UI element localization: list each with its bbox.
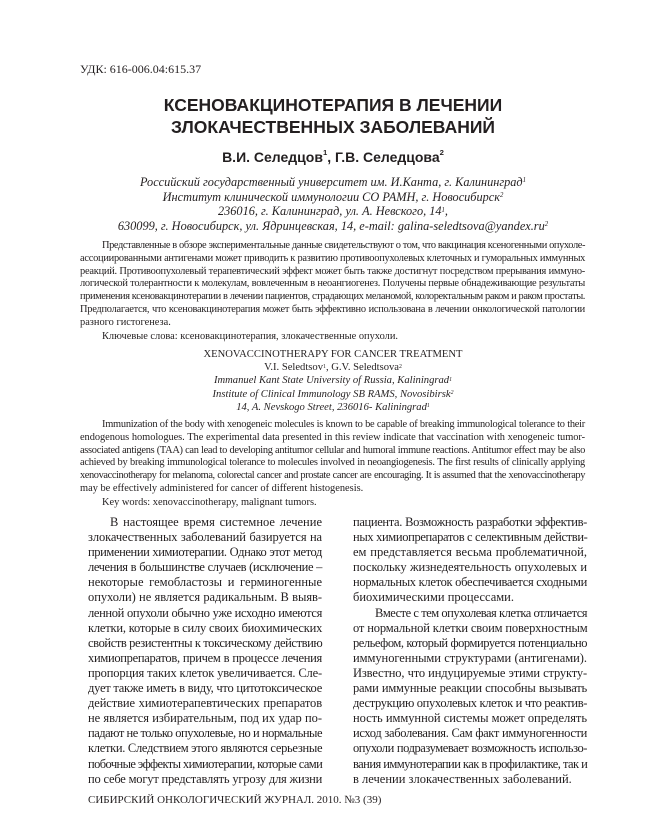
text-line: xenovaccinotherapy for melanoma, colorectal cancer and prostate cancer are encouraging. It is assumed that the xenovaccinotherapy	[80, 470, 585, 482]
text-line: пациента. Возможность разработки эффектив-	[353, 515, 587, 529]
keywords-en: Key words: xenovaccinotherapy, malignant tumors.	[102, 497, 317, 508]
author-sep: ,	[325, 362, 332, 374]
keywords-ru: Ключевые слова: ксеновакцинотерапия, злокачественные опухоли.	[102, 331, 398, 342]
text-line: действие химиотерапевтических препаратов	[88, 696, 322, 711]
author-sup: 1	[323, 363, 326, 370]
affiliation-sup: 2	[450, 390, 454, 397]
text-line: химиопрепаратов, причем в процессе лечения	[88, 650, 322, 665]
affiliation	[0, 190, 646, 205]
english-affiliation	[0, 401, 646, 414]
text-line: злокачественных заболеваний базируется на	[88, 530, 322, 545]
text-line: вания иммунотерапии как в профилактике, так и	[353, 756, 588, 771]
author-sup: 2	[399, 363, 402, 370]
text-line: поскольку жизнедеятельность опухолевых и	[353, 560, 587, 575]
affiliation-text: 630099, г. Новосибирск, ул. Ядринцевская, 14, e-mail: galina-seledtsova@yandex.ru	[117, 218, 545, 233]
affiliation-sup: 1	[441, 206, 445, 214]
text-line: исход заболевания. Сам факт иммуногенности	[353, 726, 587, 741]
author-sup: 2	[439, 148, 444, 158]
text-line: не является избирательным, под их удар по-	[88, 711, 322, 726]
text-line: клетки. Следствием этого являются серьезные	[88, 741, 323, 756]
text-line: биохимическими процессами.	[353, 590, 514, 605]
text-line: Вместе с тем опухолевая клетка отличается	[375, 605, 587, 620]
text-line: применении химиотерапии. Однако этот метод	[88, 545, 322, 560]
text-line: рельефом, который формируется потенциально	[353, 635, 587, 650]
affiliation-text: Immanuel Kant State University of Russia, Kaliningrad	[213, 375, 450, 387]
title-line: КСЕНОВАКЦИНОТЕРАПИЯ В ЛЕЧЕНИИ	[163, 95, 503, 115]
text-line: Предполагается, что ксеновакцинотерапия может быть эффективно использована в лечении онкологической патологии	[80, 303, 585, 315]
text-line: некоторые гемобластозы и герминогенные	[88, 575, 322, 590]
text-line: нормальных клеток обеспечивается сходными	[353, 575, 587, 590]
authors	[0, 149, 646, 165]
text-line: лечения в большинстве случаев (исключение –	[88, 560, 322, 575]
abstract-ru	[80, 240, 585, 330]
text-line: Представленные в обзоре экспериментальные данные свидетельствуют о том, что вакцинация ксеногенными опухоле-	[102, 240, 585, 251]
affiliation-tail: ,	[444, 204, 448, 219]
affiliation	[0, 175, 646, 190]
body-column-right	[353, 515, 587, 787]
text-line: ленной опухоли обычно уже исходно имеются	[88, 605, 322, 620]
text-line: ность иммунной системы может определять	[353, 711, 587, 726]
abstract-en	[80, 419, 585, 496]
author-sep: ,	[327, 149, 336, 165]
english-affiliation	[0, 374, 646, 387]
affiliation-sup: 2	[544, 221, 549, 229]
affiliations	[0, 175, 646, 233]
author-sup: 1	[322, 148, 328, 158]
english-title: XENOVACCINOTHERAPY FOR CANCER TREATMENT	[203, 349, 463, 360]
affiliation-text: 14, A. Nevskogo Street, 236016- Kaliningrad	[236, 401, 427, 413]
text-line: падают не только опухолевые, но и нормальные	[88, 726, 322, 741]
text-line: Immunization of the body with xenogeneic molecules is known to be capable of breaking immunological tolerance to their	[102, 419, 585, 430]
text-line: achieved by breaking immunological tolerance to molecules involved in neoangiogenesis. The first results of clinically applying	[80, 457, 585, 469]
text-line: разного гистогенеза.	[80, 316, 171, 328]
body-column-left	[88, 515, 322, 787]
title-line: ЗЛОКАЧЕСТВЕННЫХ ЗАБОЛЕВАНИЙ	[170, 117, 496, 137]
english-header	[0, 348, 646, 414]
affiliation-text: Институт клинической иммунологии СО РАМН, г. Новосибирск	[162, 189, 500, 204]
text-line: реакций. Противоопухолевый терапевтический эффект может быть также достигнут посредством прерывания иммуно-	[80, 265, 585, 277]
udk-code: УДК: 616-006.04:615.37	[80, 62, 202, 76]
author-name: V.I. Seledtsov	[264, 362, 324, 374]
affiliation	[0, 219, 646, 234]
journal-footer: СИБИРСКИЙ ОНКОЛОГИЧЕСКИЙ ЖУРНАЛ. 2010. №3 (39)	[88, 794, 382, 806]
text-line: применения ксеновакцинотерапии в лечении пациентов, страдающих меланомой, колоректальным раком и раком простаты.	[80, 291, 585, 303]
affiliation-sup: 1	[522, 177, 527, 185]
text-line: иммуногенными структурами (антигенами).	[353, 650, 587, 665]
text-line: пропорция таких клеток увеличивается. Сле-	[88, 665, 323, 680]
affiliation-text: Institute of Clinical Immunology SB RAMS, Novosibirsk	[212, 388, 451, 400]
text-line: В настоящее время системное лечение	[110, 515, 322, 529]
english-affiliation	[0, 388, 646, 401]
author-name: Г.В. Селедцова	[335, 149, 440, 165]
author-name: В.И. Селедцов	[222, 149, 323, 165]
affiliation-sup: 2	[500, 191, 504, 199]
affiliation-sup: 1	[426, 403, 430, 410]
text-line: рами иммунные реакции способны вызывать	[353, 681, 587, 696]
text-line: побочные эффекты химиотерапии, которые сами	[88, 756, 323, 771]
text-line: по себе могут представлять угрозу для жизни	[88, 771, 323, 786]
affiliation-text: 236016, г. Калининград, ул. А. Невского, 14	[217, 204, 442, 219]
text-line: associated antigens (TAA) can lead to developing antitumor cellular and humoral immune reactions. Antitumor effect may be also	[80, 444, 585, 456]
author-name: G.V. Seledtsova	[331, 362, 400, 374]
english-authors	[0, 361, 646, 374]
text-line: опухоли) не является радикальным. В выяв-	[88, 590, 322, 605]
text-line: ассоциированными антигенами может приводить к развитию противоопухолевых клеточных и гуморальных иммунных	[80, 252, 586, 264]
text-line: Известно, что индуцируемые этими структу-	[353, 665, 587, 680]
affiliation	[0, 204, 646, 219]
text-line: от нормальной клетки своим поверхностным	[353, 620, 588, 635]
text-line: ем представляется весьма проблематичной,	[353, 545, 587, 560]
article-title	[0, 94, 646, 138]
text-line: логической толерантности к молекулам, вовлеченным в неоангиогенез. Получены первые обнадеживающие результаты	[80, 278, 585, 290]
text-line: ных химиопрепаратов с селективным действи-	[353, 530, 588, 545]
affiliation-text: Российский государственный университет им. И.Канта, г. Калининград	[139, 175, 523, 189]
text-line: клетки, которые в силу своих биохимических	[88, 620, 323, 635]
text-line: деструкцию опухолевых клеток и что реактив-	[353, 696, 588, 711]
text-line: дует также иметь в виду, что цитотоксическое	[88, 681, 322, 696]
text-line: в лечении злокачественных заболеваний.	[353, 771, 572, 786]
text-line: свойств резистентны к токсическому действию	[88, 635, 323, 650]
text-line: опухоли подразумевает возможность использо-	[353, 741, 587, 756]
text-line: may be effectively administered for cancer of different histogenesis.	[80, 482, 364, 494]
affiliation-sup: 1	[449, 376, 453, 383]
text-line: endogenous homologues. The experimental data presented in this review indicate that vaccination with xenogeneic tumor-	[80, 431, 585, 443]
